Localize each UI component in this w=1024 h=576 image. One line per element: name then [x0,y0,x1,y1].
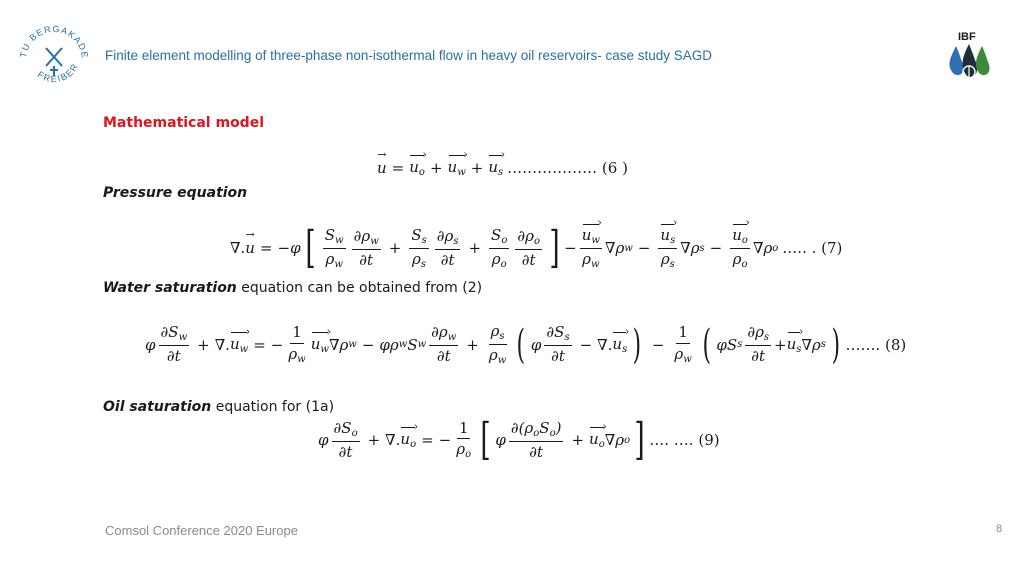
conference-footer: Comsol Conference 2020 Europe [105,523,298,538]
section-heading: Mathematical model [103,115,264,131]
presentation-title: Finite element modelling of three-phase non-isothermal flow in heavy oil reservoirs- case study SAGD [105,48,713,63]
oil-saturation-label: Oil saturation equation for (1a) [103,399,335,415]
equation-9-tag: …. …. (9) [649,431,720,449]
pressure-equation-label: Pressure equation [103,185,248,201]
svg-text:IBF: IBF [958,31,976,43]
page-number: 8 [996,523,1003,535]
water-saturation-label: Water saturation equation can be obtained from (2) [103,280,483,296]
equation-7-tag: ….. . (7) [782,239,843,257]
ibf-logo [942,28,996,82]
svg-text:TU BERGAKADEMIE: TU BERGAKADE [18,23,91,60]
equation-6-tag: ……………… (6 ) [507,159,628,177]
equation-8-tag: ……. (8) [845,335,907,354]
equation-9: φ $\frac{\partial S_o}{\partial t}$ + ∇. $u_o$ › = − $\frac{1}{\rho_o}$ [ φ $\frac{\partial(\rho_oS_o)}{\partial t}$ + $u_o$ › ∇ ρ o ] …. …. (9) [318,418,720,462]
tu-freiberg-logo [14,18,94,98]
equation-8: φ $\frac{\partial S_w}{\partial t}$ + ∇. $u_w$ › = − $\frac{1}{\rho_w}$ $u_w$ › ∇ ρ w − φρ w S w $\frac{\partial\rho_w}{\partial t}$ + $\frac{\rho_s}{\rho_w}$ ( φ $\frac{\partial S_s}{\partial t}$ − ∇. $u_s$ › ) − $\frac{1}{\rho_w}$ ( φS s $\frac{\partial\rho_s}{\partial t}$ + $u_s$ › ∇ ρ s ) ……. (8) [145,323,906,366]
svg-text:FREIBERG: FREIBER [35,61,81,85]
equation-7: ∇. → u = − φ [ $\frac{S_w}{\rho_w}$ $\frac{\partial\rho_w}{\partial t}$ + $\frac{S_s}{\rho_s}$ $\frac{\partial\rho_s}{\partial t}$ + $\frac{S_o}{\rho_o}$ $\frac{\partial\rho_o}{\partial t}$ ] − $\frac{u_w ›}{\rho_w}$ ∇ ρ w − $\frac{u_s ›}{\rho_s}$ ∇ ρ s − $\frac{u_o ›}{\rho_o}$ ∇ ρ o ….. . (7) [230,226,842,270]
equation-6: → u = $u_o$ › + $u_w$ › + $u_s$ › ……………… (6 ) [377,158,628,178]
